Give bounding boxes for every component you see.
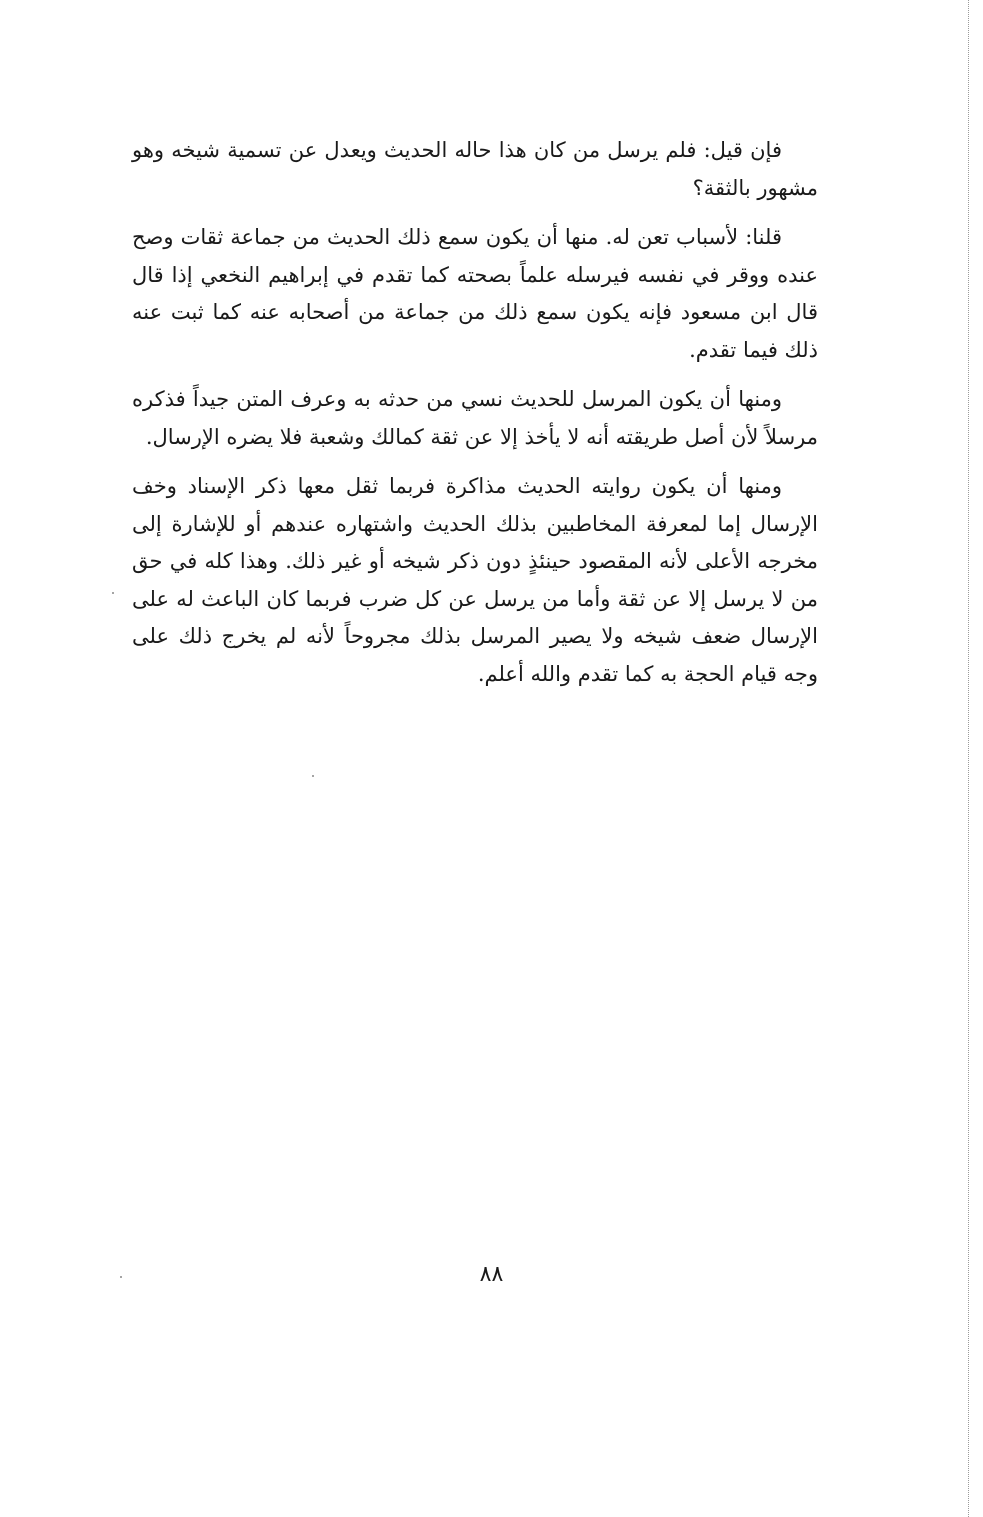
scan-speck [112,592,114,594]
body-text [132,132,818,705]
paragraph-question: فإن قيل: فلم يرسل من كان هذا حاله الحديث ويعدل عن تسمية شيخه وهو مشهور بالثقة؟ [132,138,818,200]
scan-speck [312,775,314,777]
page-number: ٨٨ [479,1262,504,1287]
scan-speck [120,1276,122,1278]
paragraph-reason-3: ومنها أن يكون روايته الحديث مذاكرة فربما ثقل معها ذكر الإسناد وخف الإرسال إما لمعرفة المخاطبين بذلك الحديث واشتهاره عندهم أو للإشارة إلى مخرجه الأعلى لأنه المقصود حينئذٍ دون ذكر شيخه أو غير ذلك. وهذا كله في حق من لا يرسل إلا عن ثقة وأما من يرسل عن كل ضرب فربما كان الباعث له على الإرسال ضعف شيخه ولا يصير المرسل بذلك مجروحاً لأنه لم يخرج ذلك على وجه قيام الحجة به كما تقدم والله أعلم. [132,474,818,686]
scan-edge-border [968,0,969,1517]
paragraph-answer-reason-1: قلنا: لأسباب تعن له. منها أن يكون سمع ذلك الحديث من جماعة ثقات وصح عنده ووقر في نفسه فيرسله علماً بصحته كما تقدم في إبراهيم النخعي إذا قال قال ابن مسعود فإنه يكون سمع ذلك من جماعة من أصحابه عنه كما ثبت عنه ذلك فيما تقدم. [132,225,818,362]
paragraph-reason-2: ومنها أن يكون المرسل للحديث نسي من حدثه به وعرف المتن جيداً فذكره مرسلاً لأن أصل طريقته أنه لا يأخذ إلا عن ثقة كمالك وشعبة فلا يضره الإرسال. [132,387,818,449]
